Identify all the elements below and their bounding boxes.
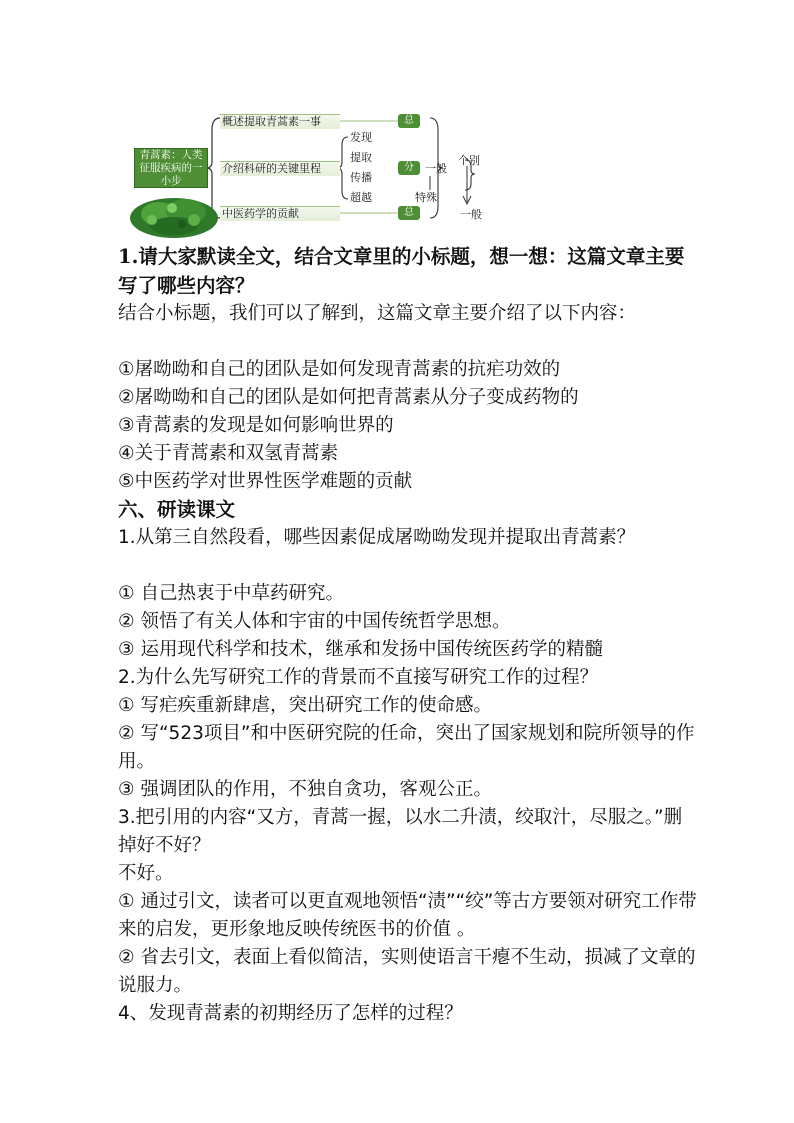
label-individual: 个别 (458, 154, 480, 167)
content-item-1: ①屠呦呦和自己的团队是如何发现青蒿素的抗疟功效的 (118, 359, 561, 380)
topic-box: 青蒿素：人类征服疾病的一小步 (134, 148, 208, 188)
tag-zong-top: 总 (398, 114, 420, 128)
answer-3-intro: 不好。 (118, 863, 174, 884)
label-special: 特殊 (415, 191, 437, 204)
intro-paragraph: 结合小标题，我们可以了解到，这篇文章主要介绍了以下内容： (118, 303, 637, 324)
answer-3-1: ① 通过引文，读者可以更直观地领悟“渍”“绞”等古方要领对研究工作带来的启发，更形象地反映传统医书的价值 。 (118, 891, 697, 940)
question-1-heading: 1.请大家默读全文，结合文章里的小标题，想一想：这篇文章主要写了哪些内容？ (118, 245, 685, 297)
milestone-1: 发现 (350, 131, 372, 144)
answer-2-2: ② 写“523项目”和中医研究院的任命，突出了国家规划和院所领导的作用。 (118, 723, 695, 772)
branch-label-3: 中医药学的贡献 (222, 207, 299, 220)
section-6-heading: 六、研读课文 (118, 498, 236, 521)
tag-fen: 分 (398, 161, 420, 175)
answer-1-3: ③ 运用现代科学和技术，继承和发扬中国传统医药学的精髓 (118, 639, 603, 660)
content-item-4: ④关于青蒿素和双氢青蒿素 (118, 443, 339, 464)
study-question-1: 1.从第三自然段看，哪些因素促成屠呦呦发现并提取出青蒿素？ (118, 527, 636, 548)
answer-2-3: ③ 强调团队的作用，不独自贪功，客观公正。 (118, 779, 492, 800)
branch-label-2: 介绍科研的关键里程 (222, 162, 321, 175)
tag-zong-bottom: 总 (398, 206, 420, 220)
answer-1-1: ① 自己热衷于中草药研究。 (118, 583, 344, 604)
study-question-4: 4、发现青蒿素的初期经历了怎样的过程？ (118, 1003, 463, 1024)
milestone-2: 提取 (350, 151, 372, 164)
branch-label-1: 概述提取青蒿素一事 (222, 115, 321, 128)
label-general-1: 一般 (425, 162, 447, 175)
answer-1-2: ② 领悟了有关人体和宇宙的中国传统哲学思想。 (118, 611, 511, 632)
answer-3-2: ② 省去引文，表面上看似简洁，实则使语言干瘪不生动，损减了文章的说服力。 (118, 947, 696, 996)
mind-map-diagram (120, 100, 540, 240)
milestone-4: 超越 (350, 191, 372, 204)
content-item-3: ③青蒿素的发现是如何影响世界的 (118, 415, 394, 436)
answer-2-1: ① 写疟疾重新肆虐，突出研究工作的使命感。 (118, 695, 492, 716)
artemisia-plant-image (124, 186, 224, 240)
study-question-2: 2.为什么先写研究工作的背景而不直接写研究工作的过程？ (118, 667, 599, 688)
content-item-5: ⑤中医药学对世界性医学难题的贡献 (118, 471, 413, 492)
content-item-2: ②屠呦呦和自己的团队是如何把青蒿素从分子变成药物的 (118, 387, 579, 408)
milestone-3: 传播 (350, 171, 372, 184)
label-general-2: 一般 (460, 208, 482, 221)
study-question-3: 3.把引用的内容“又方，青蒿一握，以水二升渍，绞取汁，尽服之。”删掉好不好？ (118, 807, 683, 856)
